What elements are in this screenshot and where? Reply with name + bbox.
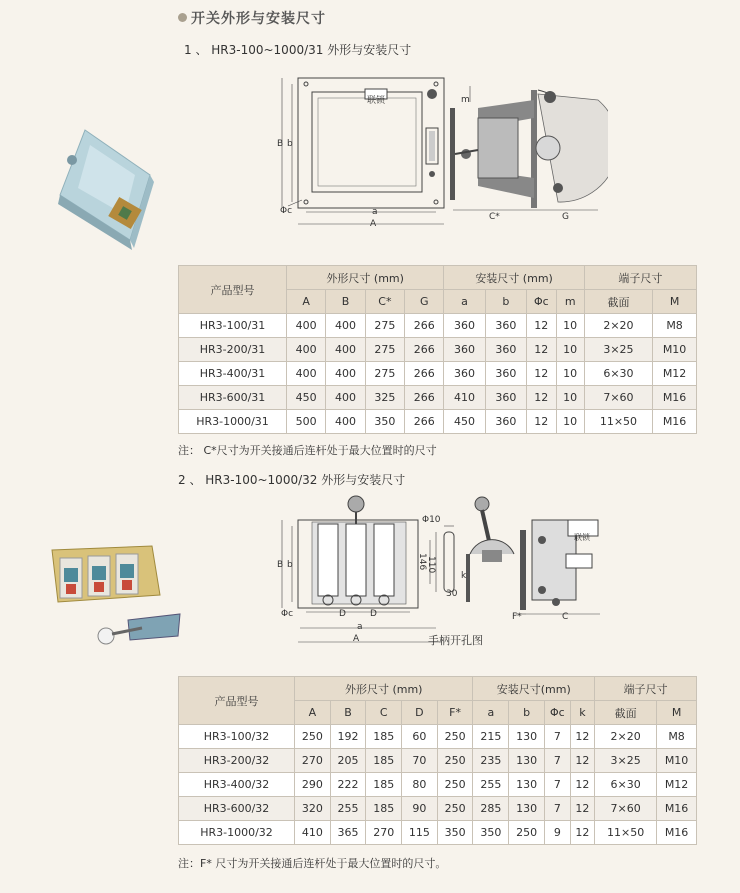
value-cell: 215 — [473, 725, 509, 749]
model-cell: HR3-600/32 — [179, 797, 295, 821]
table-row — [179, 725, 697, 749]
value-cell: 266 — [405, 338, 444, 362]
value-cell: 250 — [437, 725, 473, 749]
value-cell: 275 — [365, 338, 404, 362]
value-cell: 7×60 — [595, 797, 657, 821]
value-cell: 400 — [287, 338, 326, 362]
value-cell: 250 — [437, 749, 473, 773]
part1-plate-label: 联锁 — [367, 96, 386, 106]
value-cell: 60 — [402, 725, 438, 749]
value-cell: 12 — [570, 749, 594, 773]
value-cell: 250 — [437, 773, 473, 797]
part1-front-view-drawing — [276, 76, 448, 234]
value-cell: 130 — [509, 797, 545, 821]
value-cell: 185 — [366, 725, 402, 749]
value-cell: 7 — [545, 749, 571, 773]
dim-146: 146 — [417, 553, 427, 571]
value-cell: 275 — [365, 314, 404, 338]
value-cell: 130 — [509, 749, 545, 773]
value-cell: 350 — [365, 410, 404, 434]
value-cell: 360 — [444, 338, 485, 362]
value-cell: 10 — [556, 410, 584, 434]
table-row — [179, 338, 697, 362]
dim-D1: D — [339, 609, 346, 619]
value-cell: M12 — [653, 362, 697, 386]
value-cell: 266 — [405, 386, 444, 410]
value-cell: 6×30 — [595, 773, 657, 797]
part2-front-view-drawing — [276, 494, 436, 622]
value-cell: M16 — [657, 797, 697, 821]
dim-a: a — [357, 622, 363, 632]
table-subheader: C* — [365, 290, 404, 314]
part2-side-view-drawing — [512, 510, 612, 620]
table-subheader: b — [509, 701, 545, 725]
section-title: 开关外形与安装尺寸 — [178, 8, 326, 28]
value-cell: 10 — [556, 386, 584, 410]
table-header-terminal: 端子尺寸 — [584, 266, 696, 290]
value-cell: M10 — [653, 338, 697, 362]
value-cell: 360 — [485, 362, 526, 386]
value-cell: 360 — [485, 386, 526, 410]
value-cell: 250 — [295, 725, 331, 749]
table-subheader: Φc — [545, 701, 571, 725]
model-cell: HR3-100/31 — [179, 314, 287, 338]
value-cell: 192 — [330, 725, 366, 749]
value-cell: 320 — [295, 797, 331, 821]
value-cell: 11×50 — [595, 821, 657, 845]
value-cell: 350 — [437, 821, 473, 845]
value-cell: 270 — [366, 821, 402, 845]
value-cell: 130 — [509, 773, 545, 797]
value-cell: 10 — [556, 338, 584, 362]
value-cell: 12 — [527, 314, 557, 338]
value-cell: 360 — [444, 314, 485, 338]
value-cell: M12 — [657, 773, 697, 797]
table-subheader: M — [653, 290, 697, 314]
dim-b: b — [287, 560, 293, 570]
model-cell: HR3-100/32 — [179, 725, 295, 749]
value-cell: 400 — [287, 314, 326, 338]
table-subheader: D — [402, 701, 438, 725]
value-cell: M16 — [653, 386, 697, 410]
value-cell: 400 — [287, 362, 326, 386]
value-cell: 325 — [365, 386, 404, 410]
value-cell: 365 — [330, 821, 366, 845]
table-subheader: G — [405, 290, 444, 314]
value-cell: 266 — [405, 362, 444, 386]
model-cell: HR3-200/32 — [179, 749, 295, 773]
table-header-outer: 外形尺寸 (mm) — [287, 266, 444, 290]
value-cell: 500 — [287, 410, 326, 434]
value-cell: 285 — [473, 797, 509, 821]
dim-m: m — [461, 95, 470, 105]
dim-110: 110 — [426, 556, 436, 574]
part1-side-view-drawing — [448, 78, 608, 226]
dim-phi-c: Φc — [280, 206, 293, 216]
value-cell: 7 — [545, 725, 571, 749]
table-subheader: k — [570, 701, 594, 725]
table-row — [179, 773, 697, 797]
value-cell: 12 — [527, 362, 557, 386]
model-cell: HR3-1000/31 — [179, 410, 287, 434]
value-cell: 11×50 — [584, 410, 652, 434]
value-cell: 185 — [366, 773, 402, 797]
value-cell: 450 — [444, 410, 485, 434]
table-subheader: 截面 — [584, 290, 652, 314]
table-subheader: m — [556, 290, 584, 314]
value-cell: M10 — [657, 749, 697, 773]
dim-phi10: Φ10 — [422, 515, 441, 525]
part1-product-photo — [50, 120, 160, 260]
value-cell: 12 — [570, 821, 594, 845]
model-cell: HR3-400/32 — [179, 773, 295, 797]
value-cell: 400 — [326, 410, 365, 434]
value-cell: 10 — [556, 314, 584, 338]
value-cell: 360 — [444, 362, 485, 386]
table-subheader: b — [485, 290, 526, 314]
value-cell: 400 — [326, 386, 365, 410]
value-cell: 12 — [527, 386, 557, 410]
value-cell: 6×30 — [584, 362, 652, 386]
table-row — [179, 749, 697, 773]
table-subheader: A — [295, 701, 331, 725]
table-header-mount: 安装尺寸(mm) — [473, 677, 595, 701]
dim-B: B — [277, 560, 284, 570]
value-cell: 360 — [485, 314, 526, 338]
value-cell: 7 — [545, 773, 571, 797]
value-cell: 185 — [366, 797, 402, 821]
table-subheader: C — [366, 701, 402, 725]
value-cell: M16 — [653, 410, 697, 434]
dim-A: A — [353, 634, 360, 644]
value-cell: 400 — [326, 362, 365, 386]
part2-product-photo — [42, 540, 182, 650]
value-cell: 410 — [295, 821, 331, 845]
dim-B: B — [277, 139, 284, 149]
model-cell: HR3-200/31 — [179, 338, 287, 362]
part1-spec-table — [178, 265, 697, 434]
table-subheader: a — [473, 701, 509, 725]
value-cell: 255 — [330, 797, 366, 821]
dim-C-star: C* — [489, 212, 500, 222]
value-cell: 12 — [527, 338, 557, 362]
value-cell: 360 — [485, 410, 526, 434]
model-cell: HR3-400/31 — [179, 362, 287, 386]
value-cell: 410 — [444, 386, 485, 410]
dim-F-star: F* — [512, 612, 522, 622]
value-cell: 222 — [330, 773, 366, 797]
value-cell: 3×25 — [595, 749, 657, 773]
model-cell: HR3-600/31 — [179, 386, 287, 410]
table-header-mount: 安装尺寸 (mm) — [444, 266, 584, 290]
value-cell: 80 — [402, 773, 438, 797]
value-cell: 12 — [570, 725, 594, 749]
dim-phi-c: Φc — [281, 609, 294, 619]
value-cell: 12 — [570, 797, 594, 821]
value-cell: 250 — [509, 821, 545, 845]
value-cell: 12 — [570, 773, 594, 797]
value-cell: 350 — [473, 821, 509, 845]
bullet-dot-icon — [178, 13, 187, 22]
value-cell: 270 — [295, 749, 331, 773]
value-cell: 3×25 — [584, 338, 652, 362]
value-cell: 266 — [405, 314, 444, 338]
dim-A: A — [370, 219, 377, 229]
value-cell: M8 — [653, 314, 697, 338]
value-cell: M16 — [657, 821, 697, 845]
value-cell: 235 — [473, 749, 509, 773]
part1-note: 注： C*尺寸为开关接通后连杆处于最大位置时的尺寸 — [178, 444, 437, 457]
table-subheader: 截面 — [595, 701, 657, 725]
table-header-model: 产品型号 — [179, 266, 287, 314]
part2-spec-table — [178, 676, 697, 845]
table-subheader: A — [287, 290, 326, 314]
dim-G: G — [562, 212, 569, 222]
value-cell: 115 — [402, 821, 438, 845]
value-cell: M8 — [657, 725, 697, 749]
part1-subtitle: 1 、 HR3-100~1000/31 外形与安装尺寸 — [184, 43, 412, 57]
part2-subtitle: 2 、 HR3-100~1000/32 外形与安装尺寸 — [178, 473, 406, 487]
value-cell: 400 — [326, 314, 365, 338]
value-cell: 185 — [366, 749, 402, 773]
value-cell: 70 — [402, 749, 438, 773]
table-row — [179, 410, 697, 434]
value-cell: 290 — [295, 773, 331, 797]
table-subheader: B — [330, 701, 366, 725]
value-cell: 7×60 — [584, 386, 652, 410]
table-row — [179, 386, 697, 410]
value-cell: 400 — [326, 338, 365, 362]
value-cell: 360 — [485, 338, 526, 362]
part2-plate-label: 联锁 — [574, 533, 590, 542]
dim-C: C — [562, 612, 569, 622]
table-row — [179, 362, 697, 386]
table-subheader: a — [444, 290, 485, 314]
value-cell: 7 — [545, 797, 571, 821]
table-row — [179, 797, 697, 821]
dim-k: k — [461, 571, 467, 581]
value-cell: 90 — [402, 797, 438, 821]
value-cell: 450 — [287, 386, 326, 410]
value-cell: 130 — [509, 725, 545, 749]
table-subheader: Φc — [527, 290, 557, 314]
table-header-outer: 外形尺寸 (mm) — [295, 677, 473, 701]
part2-note: 注：F* 尺寸为开关接通后连杆处于最大位置时的尺寸。 — [178, 857, 447, 870]
value-cell: 2×20 — [584, 314, 652, 338]
table-subheader: M — [657, 701, 697, 725]
value-cell: 9 — [545, 821, 571, 845]
table-subheader: B — [326, 290, 365, 314]
table-row — [179, 821, 697, 845]
dim-30: 30 — [446, 589, 458, 599]
table-subheader: F* — [437, 701, 473, 725]
value-cell: 250 — [437, 797, 473, 821]
value-cell: 12 — [527, 410, 557, 434]
value-cell: 275 — [365, 362, 404, 386]
value-cell: 266 — [405, 410, 444, 434]
dim-D2: D — [370, 609, 377, 619]
dim-b: b — [287, 139, 293, 149]
value-cell: 10 — [556, 362, 584, 386]
part2-front-dim-lines — [296, 618, 446, 646]
table-row — [179, 314, 697, 338]
value-cell: 205 — [330, 749, 366, 773]
table-header-model: 产品型号 — [179, 677, 295, 725]
table-header-terminal: 端子尺寸 — [595, 677, 697, 701]
handle-cutout-caption: 手柄开孔图 — [428, 634, 483, 647]
value-cell: 2×20 — [595, 725, 657, 749]
model-cell: HR3-1000/32 — [179, 821, 295, 845]
value-cell: 255 — [473, 773, 509, 797]
dim-a: a — [372, 207, 378, 217]
